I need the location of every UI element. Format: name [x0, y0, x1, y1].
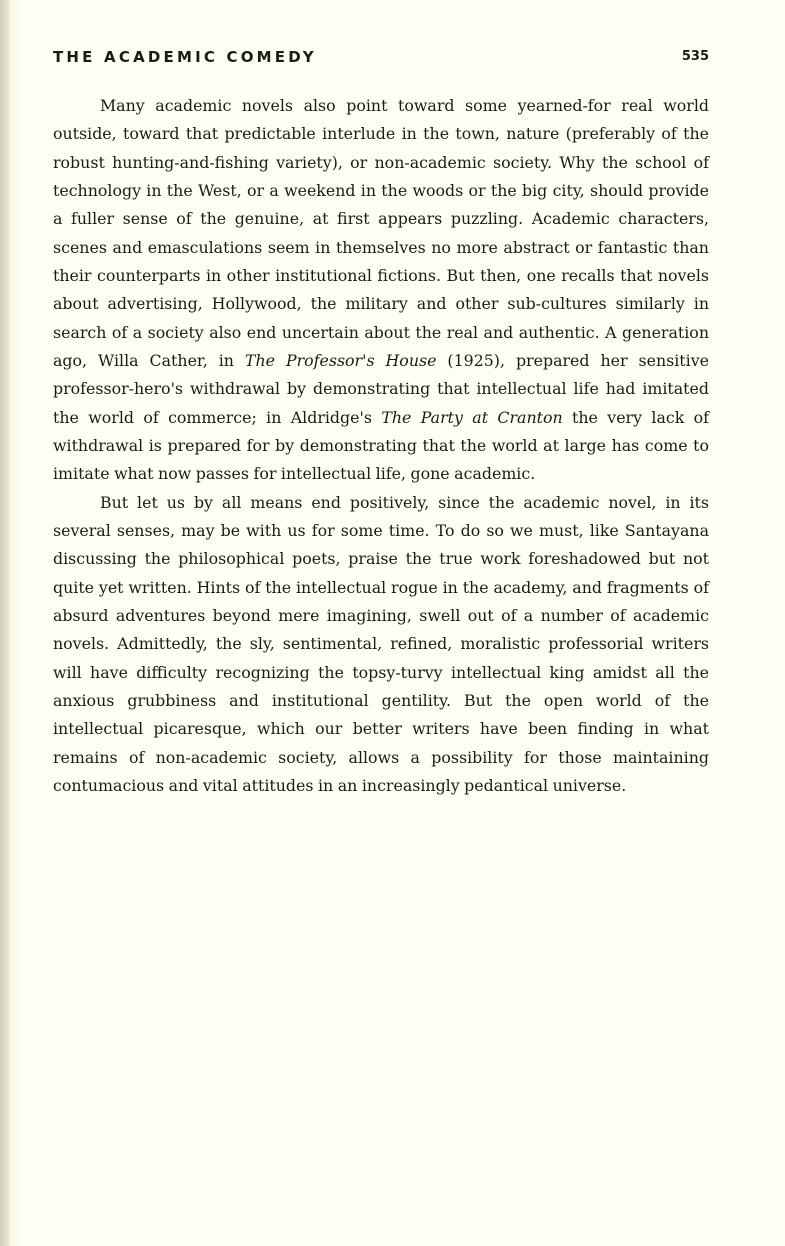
- text-segment: the very lack of withdrawal is prepared for by demonstrating that the world at large has come to imitate what now passes for intellectual life, gone academic.: [53, 407, 709, 484]
- book-title-italic: The Party at Cranton: [381, 407, 563, 427]
- text-segment: But let us by all means end positively, since the academic novel, in its several senses, may be with us for some time. To do so we must, like Santayana discussing the philosophical poets, praise the true work foreshadowed but not quite yet written. Hints of the intellectual rogue in the academy, and fragments of absurd adventures beyond mere imagining, swell out of a number of academic novels. Admittedly, the sly, sentimental, refined, moralistic professorial writers will have difficulty recognizing the topsy-turvy intellectual king amidst all the anxious grubbiness and institutional gentility. But the open world of the intellectual picaresque, which our better writers have been finding in what remains of non-academic society, allows a possibility for those maintaining contumacious and vital attitudes in an increasingly pedantical universe.: [53, 492, 709, 795]
- paragraph: [53, 92, 709, 489]
- running-title: THE ACADEMIC COMEDY: [53, 48, 317, 66]
- page-number: 535: [681, 49, 709, 64]
- text-segment: Many academic novels also point toward some yearned-for real world outside, toward that predictable interlude in the town, nature (preferably of the robust hunting-and-fishing variety), or non-academic society. Why the school of technology in the West, or a weekend in the woods or the big city, should provide a fuller sense of the genuine, at first appears puzzling. Academic characters, scenes and emasculations seem in themselves no more abstract or fantastic than their counterparts in other institutional fictions. But then, one recalls that novels about advertising, Hollywood, the military and other sub-cultures similarly in search of a society also end uncertain about the real and authentic. A generation ago, Willa Cather, in: [53, 96, 709, 370]
- running-head: [53, 48, 709, 70]
- page-gutter-shadow: [0, 0, 9, 1246]
- paragraph: [53, 489, 709, 801]
- text-segment: (1925), prepared her sensitive professor-hero's withdrawal by demonstrating that intellectual life had imitated the world of commerce; in Aldridge's: [53, 350, 709, 427]
- body-text: [53, 92, 709, 800]
- book-title-italic: The Professor's House: [244, 350, 437, 370]
